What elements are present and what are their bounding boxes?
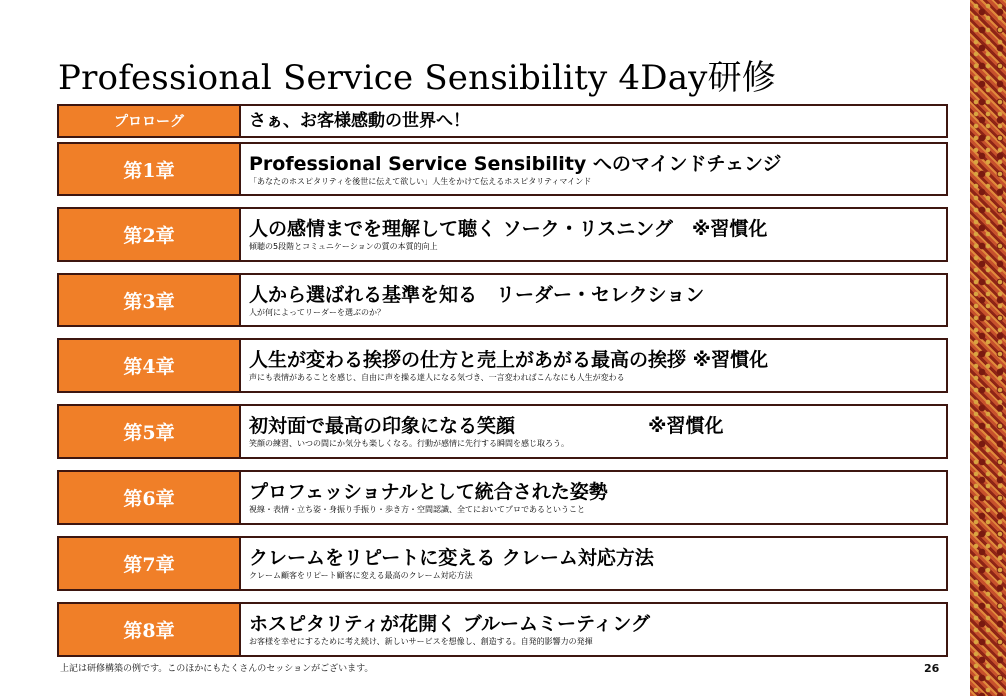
chapter-label: 第4章: [59, 340, 241, 391]
chapter-row-8: [57, 602, 948, 657]
chapter-content: [241, 406, 946, 457]
chapter-heading: 人から選ばれる基準を知る リーダー・セレクション: [249, 283, 705, 306]
prologue-row: [57, 104, 948, 138]
chapter-content: [241, 209, 946, 260]
chapter-content: [241, 144, 946, 194]
chapter-subtitle: お客様を幸せにするために考え続け、新しいサービスを想像し、創造する。自発的影響力の発揮: [249, 637, 593, 646]
chapter-subtitle: 声にも表情があることを感じ、自由に声を操る達人になる気づき、一言変わればこんなにも人生が変わる: [249, 373, 625, 382]
chapter-label: 第6章: [59, 472, 241, 523]
chapter-heading: クレームをリピートに変える クレーム対応方法: [249, 547, 654, 569]
chapter-row-7: [57, 536, 948, 591]
chapter-subtitle: 視線・表情・立ち姿・身振り手振り・歩き方・空間認識、全てにおいてプロであるということ: [249, 505, 585, 514]
chapter-subtitle: 人が何によってリーダーを選ぶのか？: [249, 307, 385, 317]
chapter-label: 第5章: [59, 406, 241, 457]
chapter-content: [241, 275, 946, 325]
chapter-heading: ホスピタリティが花開く ブルームミーティング: [249, 613, 651, 635]
prologue-label: プロローグ: [59, 106, 241, 136]
prologue-content: [241, 106, 946, 136]
chapter-row-5: [57, 404, 948, 459]
chapter-row-4: [57, 338, 948, 393]
chapter-content: [241, 340, 946, 391]
chapter-row-3: [57, 273, 948, 327]
chapter-heading: 初対面で最高の印象になる笑顔 ※習慣化: [249, 415, 724, 437]
page-number: 26: [924, 662, 940, 675]
chapter-heading: 人生が変わる挨拶の仕方と売上があがる最高の挨拶 ※習慣化: [249, 349, 769, 371]
chapter-subtitle: 「あなたのホスピタリティを後世に伝えて欲しい」人生をかけて伝えるホスピタリティマインド: [249, 176, 592, 186]
chapter-row-2: [57, 207, 948, 262]
chapter-content: [241, 538, 946, 589]
chapter-content: [241, 604, 946, 655]
chapter-label: 第8章: [59, 604, 241, 655]
decorative-border-strip: [970, 0, 1006, 696]
chapter-subtitle: 笑顔の練習、いつの間にか気分も楽しくなる。行動が感情に先行する瞬間を感じ取ろう。: [249, 439, 569, 448]
chapter-heading: 人の感情までを理解して聴く ソーク・リスニング ※習慣化: [249, 218, 768, 240]
chapter-subtitle: 傾聴の5段階とコミュニケーションの質の本質的向上: [249, 242, 438, 251]
chapter-label: 第1章: [59, 144, 241, 194]
page-title: Professional Service Sensibility 4Day研修: [58, 58, 776, 98]
chapter-row-6: [57, 470, 948, 525]
chapter-content: [241, 472, 946, 523]
chapter-label: 第3章: [59, 275, 241, 325]
chapter-heading: Professional Service Sensibility へのマインドチェンジ: [249, 152, 782, 175]
chapter-heading: プロフェッショナルとして統合された姿勢: [249, 481, 608, 503]
chapter-row-1: [57, 142, 948, 196]
chapter-label: 第2章: [59, 209, 241, 260]
footer-note: 上記は研修構築の例です。このほかにもたくさんのセッションがございます。: [60, 664, 374, 674]
chapter-subtitle: クレーム顧客をリピート顧客に変える最高のクレーム対応方法: [249, 571, 473, 580]
prologue-heading: さぁ、お客様感動の世界へ！: [249, 111, 470, 131]
chapter-label: 第7章: [59, 538, 241, 589]
